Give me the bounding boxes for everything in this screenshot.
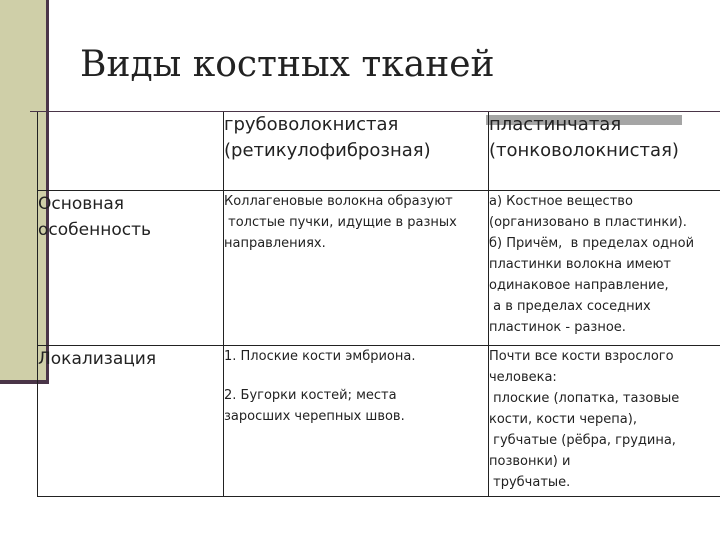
page-title: Виды костных тканей	[80, 44, 495, 85]
header-lamellar	[489, 112, 720, 190]
cell-line: а) Костное вещество	[489, 193, 633, 209]
header-line: грубоволокнистая	[224, 114, 399, 135]
cell-line: Коллагеновые волокна образуют	[224, 193, 453, 209]
row-label-line: Локализация	[38, 348, 157, 369]
cell-line: человека:	[489, 369, 557, 385]
cell-lamellar-localization	[489, 345, 720, 496]
cell-line: плоские (лопатка, тазовые	[489, 390, 680, 406]
cell-line: б) Причём, в пределах одной	[489, 235, 695, 251]
cell-line: одинаковое направление,	[489, 277, 669, 293]
row-label-line: особенность	[38, 219, 151, 240]
cell-coarse-feature	[224, 190, 489, 345]
cell-lamellar-feature	[489, 190, 720, 345]
cell-line: а в пределах соседних	[489, 298, 651, 314]
cell-line: кости, кости черепа),	[489, 411, 637, 427]
cell-line: направлениях.	[224, 235, 326, 251]
cell-line: губчатые (рёбра, грудина,	[489, 432, 676, 448]
row-label-line: Основная	[38, 193, 125, 214]
header-line: (ретикулофиброзная)	[224, 140, 431, 161]
cell-line: (организовано в пластинки).	[489, 214, 687, 230]
header-coarse-fibrous	[224, 112, 489, 190]
cell-line: 1. Плоские кости эмбриона.	[224, 348, 416, 364]
cell-line: Почти все кости взрослого	[489, 348, 674, 364]
row-label-localization	[38, 345, 224, 496]
cell-line: заросших черепных швов.	[224, 408, 405, 424]
table-row	[38, 345, 720, 496]
table-row	[38, 190, 720, 345]
cell-coarse-localization	[224, 345, 489, 496]
cell-line: пластинки волокна имеют	[489, 256, 671, 272]
cell-line: толстые пучки, идущие в разных	[224, 214, 457, 230]
table-header-row	[38, 112, 720, 190]
row-label-main-feature	[38, 190, 224, 345]
cell-line: позвонки) и	[489, 453, 571, 469]
header-empty-cell	[38, 112, 224, 190]
cell-line: пластинок - разное.	[489, 319, 626, 335]
header-line: пластинчатая	[489, 114, 622, 135]
header-line: (тонковолокнистая)	[489, 140, 679, 161]
cell-line: 2. Бугорки костей; места	[224, 387, 397, 403]
cell-line: трубчатые.	[489, 474, 571, 490]
bone-tissue-table	[37, 112, 720, 497]
